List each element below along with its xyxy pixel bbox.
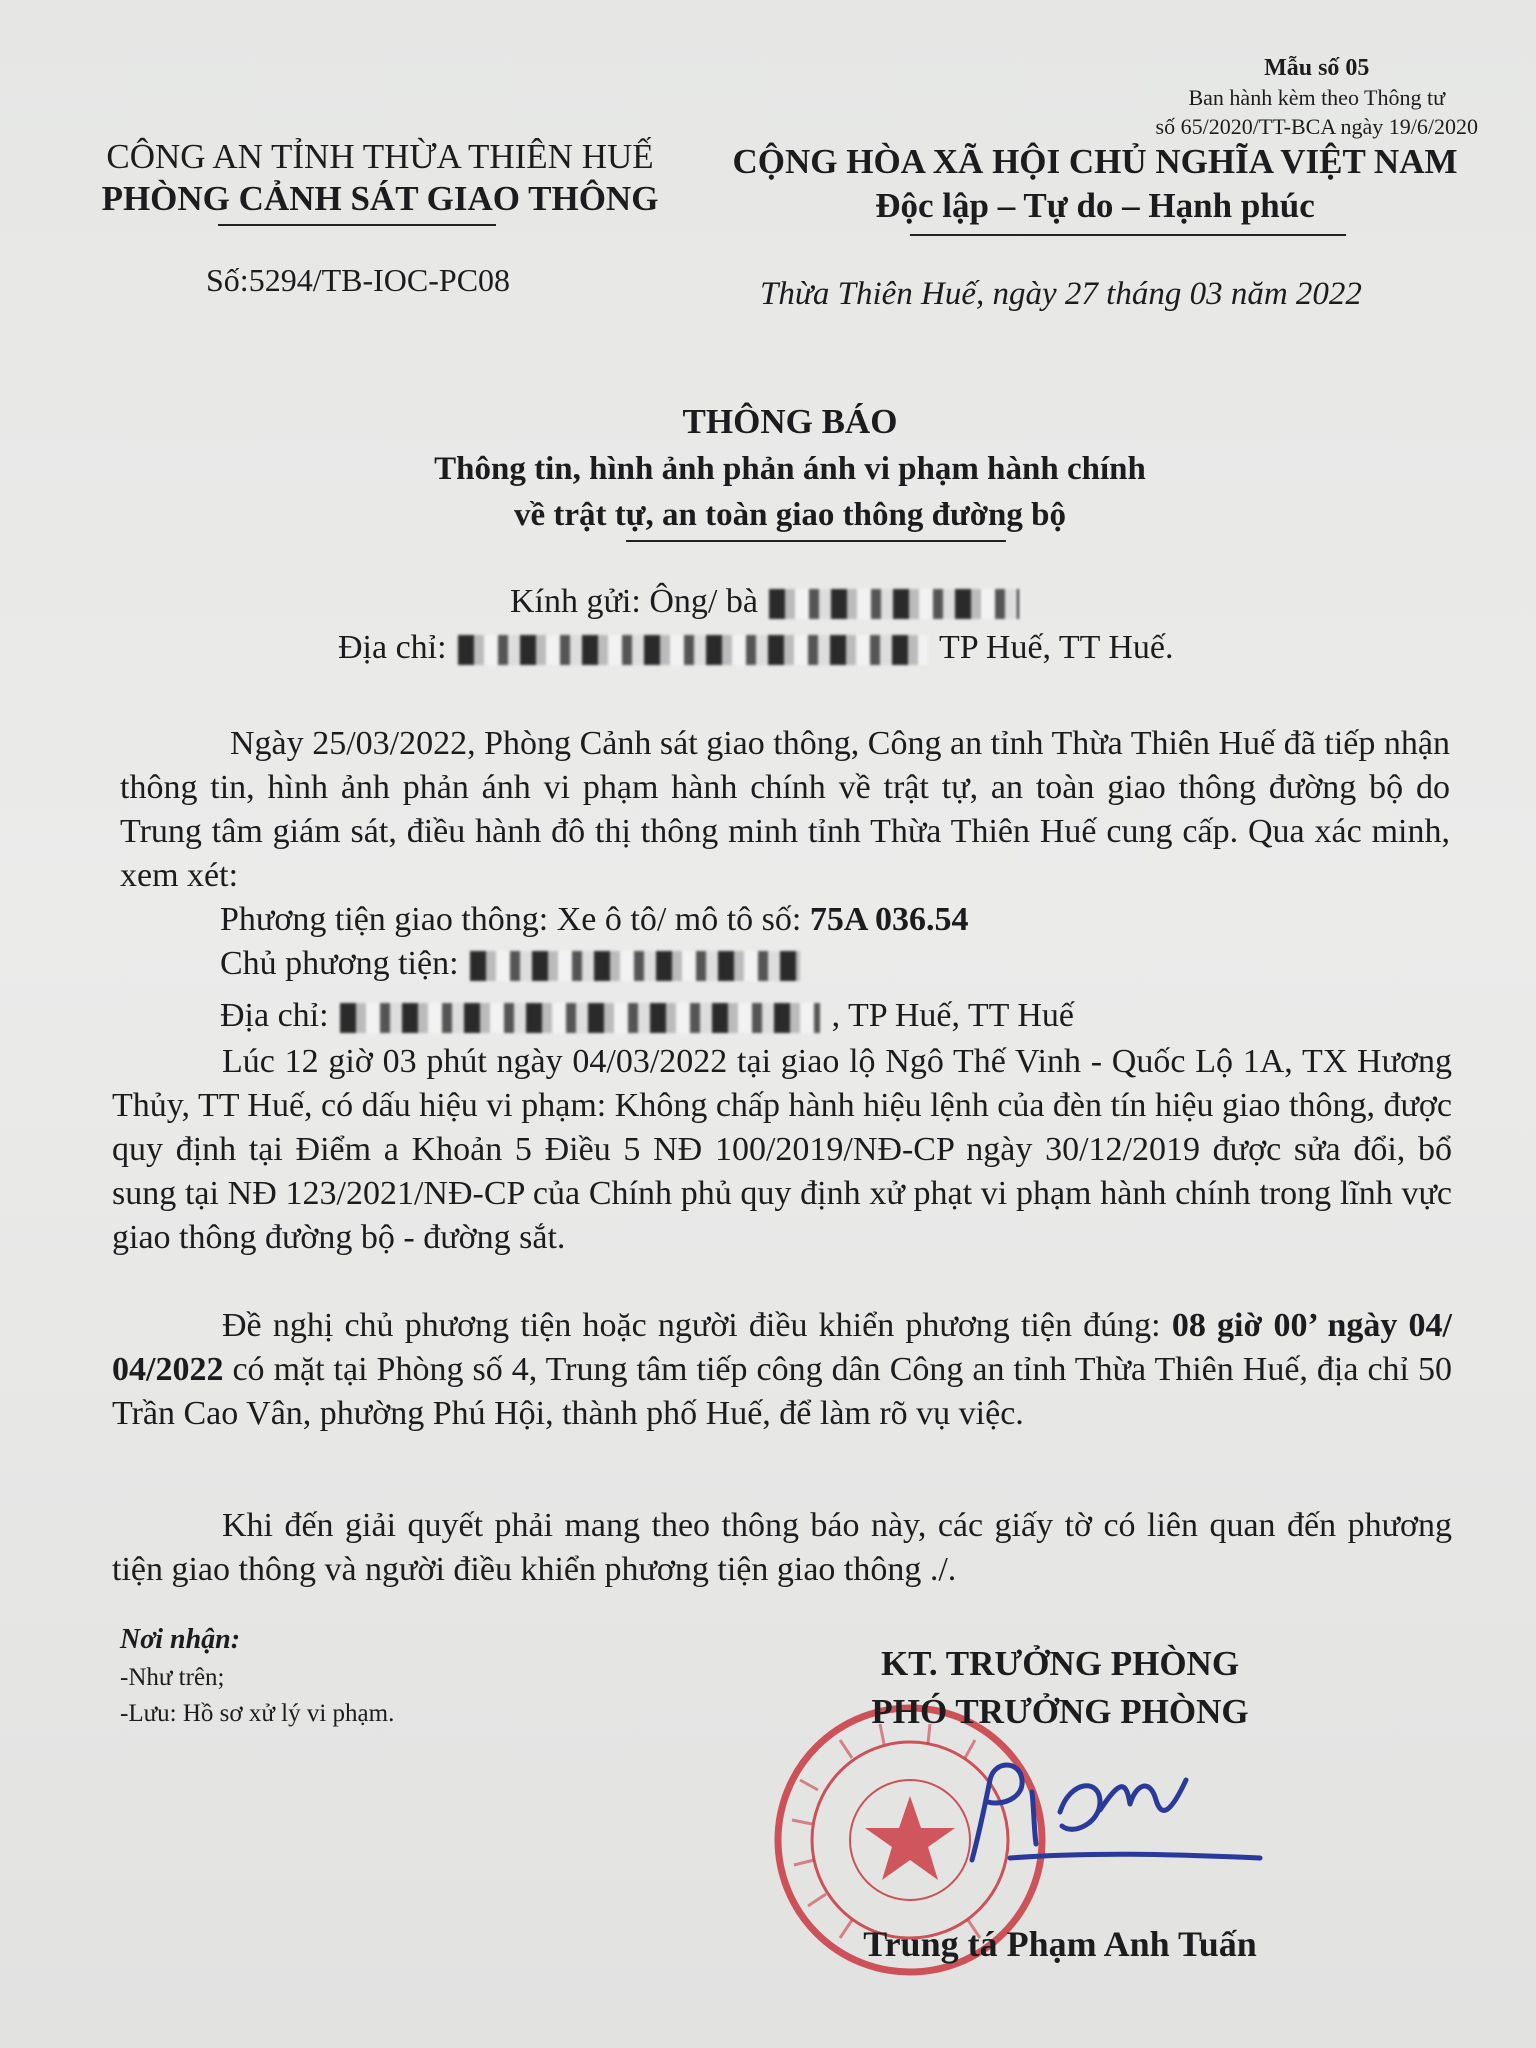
- title-sub2: về trật tự, an toàn giao thông đường bộ: [513, 497, 1066, 533]
- signer-name: Trung tá Phạm Anh Tuấn: [863, 1924, 1257, 1964]
- owner-address-label: Địa chỉ:: [220, 997, 329, 1034]
- recipients-item-1: -Như trên;: [120, 1664, 225, 1691]
- form-number: Mẫu số 05: [1264, 55, 1370, 81]
- redacted-address: [458, 635, 928, 665]
- signature-role2: PHÓ TRƯỞNG PHÒNG: [871, 1692, 1249, 1731]
- p3-pre: Đề nghị chủ phương tiện hoặc người điều khiển phương tiện đúng:: [222, 1307, 1161, 1344]
- nation-underline: [910, 234, 1346, 236]
- nation-line2: Độc lập – Tự do – Hạnh phúc: [875, 186, 1315, 225]
- agency-line1: CÔNG AN TỈNH THỪA THIÊN HUẾ: [106, 137, 654, 176]
- recipient-address-line: [338, 626, 1173, 670]
- recipient-line: [510, 580, 1022, 624]
- nation-line1: CỘNG HÒA XÃ HỘI CHỦ NGHĨA VIỆT NAM: [732, 142, 1458, 181]
- owner-line: [220, 942, 803, 986]
- title-main: THÔNG BÁO: [682, 402, 898, 441]
- form-reference: [1156, 54, 1478, 141]
- owner-address-tail: , TP Huế, TT Huế: [831, 997, 1074, 1034]
- title-sub1: Thông tin, hình ảnh phản ánh vi phạm hành chính: [434, 451, 1146, 487]
- vehicle-label: Phương tiện giao thông: Xe ô tô/ mô tô số:: [220, 901, 802, 938]
- redacted-name: [769, 589, 1019, 619]
- signature-block: [830, 1640, 1290, 1736]
- vehicle-line: [220, 898, 969, 942]
- plate-number: 75A 036.54: [809, 901, 969, 938]
- paragraph-1: Ngày 25/03/2022, Phòng Cảnh sát giao thông, Công an tỉnh Thừa Thiên Huế đã tiếp nhận thông tin, hình ảnh phản ánh vi phạm hành chính về trật tự, an toàn giao thông đường bộ do Trung tâm giám sát, điều hành đô thị thông minh tỉnh Thừa Thiên Huế cung cấp. Qua xác minh, xem xét:: [120, 725, 1450, 894]
- recipients-heading: Nơi nhận:: [120, 1624, 241, 1655]
- national-header: [700, 140, 1490, 228]
- date-place: Thừa Thiên Huế, ngày 27 tháng 03 năm 2022: [760, 276, 1362, 312]
- document-number: Số:5294/TB-IOC-PC08: [206, 262, 511, 298]
- paragraph-4: Khi đến giải quyết phải mang theo thông báo này, các giấy tờ có liên quan đến phương tiện giao thông và người điều khiển phương tiện giao thông ./.: [112, 1507, 1452, 1588]
- owner-address-line: [220, 994, 1074, 1038]
- paragraph-3: [112, 1304, 1452, 1436]
- paragraph-2: Lúc 12 giờ 03 phút ngày 04/03/2022 tại giao lộ Ngô Thế Vinh - Quốc Lộ 1A, TX Hương Thủy, TT Huế, có dấu hiệu vi phạm: Không chấp hành hiệu lệnh của đèn tín hiệu giao thông, được quy định tại Điểm a Khoản 5 Điều 5 NĐ 100/2019/NĐ-CP ngày 30/12/2019 được sửa đổi, bổ sung tại NĐ 123/2021/NĐ-CP của Chính phủ quy định xử phạt vi phạm hành chính trong lĩnh vực giao thông đường bộ - đường sắt.: [112, 1043, 1452, 1256]
- owner-label: Chủ phương tiện:: [220, 945, 459, 982]
- recipients-item-2: -Lưu: Hồ sơ xử lý vi phạm.: [120, 1700, 395, 1727]
- recipient-address-tail: TP Huế, TT Huế.: [938, 629, 1174, 666]
- form-issued-with: Ban hành kèm theo Thông tư: [1188, 85, 1446, 110]
- signature-role1: KT. TRƯỞNG PHÒNG: [880, 1644, 1240, 1683]
- agency-underline: [218, 224, 496, 226]
- redacted-owner: [470, 951, 800, 981]
- form-circular: số 65/2020/TT-BCA ngày 19/6/2020: [1155, 114, 1478, 139]
- recipient-label: Kính gửi: Ông/ bà: [510, 583, 758, 620]
- p3-post: có mặt tại Phòng số 4, Trung tâm tiếp công dân Công an tỉnh Thừa Thiên Huế, địa chỉ 50 Trần Cao Vân, phường Phú Hội, thành phố Huế, để làm rõ vụ việc.: [112, 1351, 1453, 1432]
- agency-header: [80, 136, 680, 220]
- recipient-address-label: Địa chỉ:: [338, 629, 447, 666]
- handwritten-signature-icon: [950, 1740, 1280, 1890]
- redacted-owner-address: [340, 1003, 820, 1033]
- agency-line2: PHÒNG CẢNH SÁT GIAO THÔNG: [101, 179, 659, 218]
- appointment-time: 08 giờ 00’ ngày 04/ 04/2022: [112, 1307, 1452, 1388]
- title-underline: [626, 540, 1006, 542]
- notice-title: [300, 398, 1280, 538]
- recipients-block: [120, 1620, 394, 1732]
